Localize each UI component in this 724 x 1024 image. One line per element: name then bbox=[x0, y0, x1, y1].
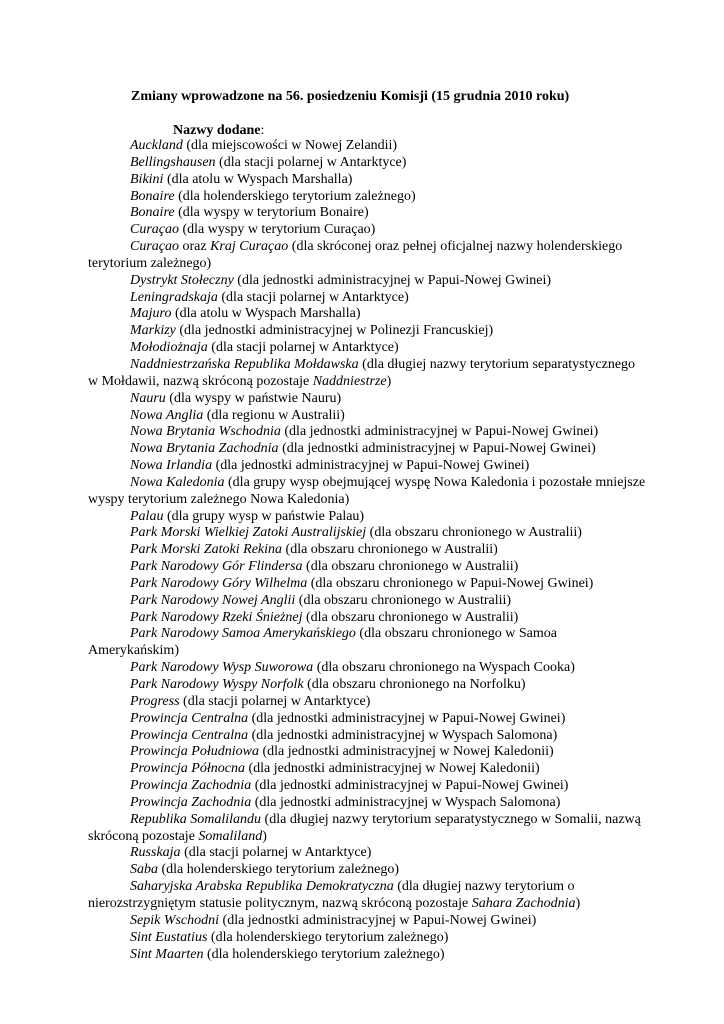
entry-description: (dla stacji polarnej w Antarktyce) bbox=[207, 340, 399, 356]
place-name: Curaçao bbox=[130, 222, 179, 238]
place-name: Park Morski Wielkiej Zatoki Australijskiej bbox=[130, 525, 367, 541]
section-label: Nazwy dodane bbox=[173, 123, 261, 138]
list-item bbox=[88, 323, 648, 340]
list-item bbox=[88, 677, 648, 694]
entry-description: (dla skróconej oraz pełnej oficjalnej nazwy holenderskiego terytorium zależnego) bbox=[88, 239, 623, 271]
entry-description: (dla jednostki administracyjnej w Nowej Kaledonii) bbox=[244, 761, 540, 777]
entry-description: (dla obszaru chronionego w Australii) bbox=[295, 592, 512, 608]
place-name: Prowincja Centralna bbox=[130, 727, 249, 743]
place-name: Bonaire bbox=[130, 188, 175, 204]
place-name: Bikini bbox=[130, 171, 164, 187]
entry-description: (dla wyspy w państwie Nauru) bbox=[165, 390, 342, 406]
entry-description: (dla obszaru chronionego w Australii) bbox=[366, 525, 582, 541]
list-item bbox=[88, 357, 648, 391]
place-name: Prowincja Centralna bbox=[130, 710, 249, 726]
entry-description: (dla jednostki administracyjnej w Polinezji Francuskiej) bbox=[175, 323, 494, 339]
list-item bbox=[88, 138, 648, 155]
entry-description: (dla stacji polarnej w Antarktyce) bbox=[180, 845, 372, 861]
entry-description: (dla długiej nazwy terytorium separatystycznego w Mołdawii, nazwą skróconą pozostaje bbox=[88, 356, 636, 389]
entry-description: (dla wyspy w terytorium Bonaire) bbox=[174, 205, 369, 221]
entry-description: (dla obszaru chronionego w Australii) bbox=[282, 542, 498, 558]
entry-description: (dla jednostki administracyjnej w Papui-Nowej Gwinei) bbox=[219, 912, 537, 928]
place-name: Prowincja Zachodnia bbox=[130, 778, 252, 794]
entry-description: ) bbox=[386, 373, 392, 389]
list-item bbox=[88, 660, 648, 677]
place-name: Park Narodowy Wyspy Norfolk bbox=[130, 677, 304, 692]
entry-description: (dla jednostki administracyjnej w Wyspach Salomona) bbox=[248, 727, 558, 743]
place-name: Mołodiożnaja bbox=[130, 340, 208, 356]
list-item bbox=[88, 778, 648, 795]
entry-description: (dla holenderskiego terytorium zależnego) bbox=[207, 929, 449, 945]
section-colon: : bbox=[260, 123, 265, 138]
entry-description: (dla jednostki administracyjnej w Papui-Nowej Gwinei) bbox=[278, 441, 596, 457]
list-item bbox=[88, 525, 648, 542]
place-name: Republika Somalilandu bbox=[130, 811, 262, 827]
entry-description: ) bbox=[262, 828, 267, 844]
place-name: Park Morski Zatoki Rekina bbox=[130, 542, 283, 558]
place-name: Prowincja Północna bbox=[130, 761, 245, 777]
section-heading bbox=[173, 122, 264, 139]
list-item bbox=[88, 475, 648, 509]
list-item bbox=[88, 711, 648, 728]
list-item bbox=[88, 408, 648, 425]
list-item bbox=[88, 290, 648, 307]
list-item bbox=[88, 222, 648, 239]
entry-description: (dla stacji polarnej w Antarktyce) bbox=[179, 693, 371, 709]
list-item bbox=[88, 728, 648, 745]
list-item bbox=[88, 424, 648, 441]
place-name: Sepik Wschodni bbox=[130, 912, 220, 928]
entry-description: (dla stacji polarnej w Antarktyce) bbox=[215, 154, 407, 170]
list-item bbox=[88, 913, 648, 930]
list-item bbox=[88, 812, 648, 846]
place-name: Park Narodowy Gór Flindersa bbox=[130, 559, 303, 575]
entry-description: (dla jednostki administracyjnej w Nowej Kaledonii) bbox=[258, 744, 554, 760]
entry-description: (dla jednostki administracyjnej w Papui-Nowej Gwinei) bbox=[251, 778, 569, 794]
entry-description: (dla obszaru chronionego na Norfolku) bbox=[303, 677, 526, 692]
entry-description: (dla regionu w Australii) bbox=[203, 407, 345, 423]
entry-description: (dla atolu w Wyspach Marshalla) bbox=[163, 171, 353, 187]
place-name: Saba bbox=[130, 862, 158, 878]
list-item bbox=[88, 205, 648, 222]
place-name: Nowa Brytania Wschodnia bbox=[130, 424, 281, 440]
entry-description: (dla obszaru chronionego w Australii) bbox=[302, 609, 519, 625]
place-name: Prowincja Zachodnia bbox=[130, 794, 252, 810]
place-name: Nowa Brytania Zachodnia bbox=[130, 441, 279, 457]
place-name: Nauru bbox=[130, 390, 166, 406]
entry-description: (dla stacji polarnej w Antarktyce) bbox=[217, 289, 409, 305]
list-item bbox=[88, 862, 648, 879]
place-name: Park Narodowy Góry Wilhelma bbox=[130, 575, 308, 591]
place-name: Nowa Kaledonia bbox=[130, 474, 225, 490]
list-item bbox=[88, 626, 648, 660]
list-item bbox=[88, 340, 648, 357]
entry-description: (dla holenderskiego terytorium zależnego) bbox=[174, 188, 416, 204]
entry-description: (dla jednostki administracyjnej w Papui-Nowej Gwinei) bbox=[212, 458, 530, 474]
entry-description: (dla grupy wysp obejmującej wyspę Nowa Kaledonia i pozostałe mniejsze wyspy terytorium zależnego Nowa Kaledonia) bbox=[88, 474, 646, 507]
entry-description: (dla obszaru chronionego w Australii) bbox=[302, 559, 519, 575]
entry-description: (dla holenderskiego terytorium zależnego) bbox=[158, 862, 400, 878]
entry-description: (dla obszaru chronionego w Papui-Nowej Gwinei) bbox=[307, 575, 594, 591]
place-name: Curaçao bbox=[130, 239, 179, 255]
list-item bbox=[88, 172, 648, 189]
list-item bbox=[88, 761, 648, 778]
place-name: Bonaire bbox=[130, 205, 175, 221]
list-item bbox=[88, 441, 648, 458]
entry-description: (dla jednostki administracyjnej w Papui-Nowej Gwinei) bbox=[280, 424, 599, 440]
document-title: Zmiany wprowadzone na 56. posiedzeniu Komisji (15 grudnia 2010 roku) bbox=[131, 89, 570, 104]
list-item bbox=[88, 306, 648, 323]
list-item bbox=[88, 509, 648, 526]
entry-description: (dla grupy wysp w państwie Palau) bbox=[163, 508, 365, 524]
place-name: Nowa Anglia bbox=[130, 407, 204, 423]
place-name: Naddniestrzańska Republika Mołdawska bbox=[130, 356, 359, 372]
entry-description: oraz bbox=[179, 239, 211, 255]
entry-description: (dla atolu w Wyspach Marshalla) bbox=[171, 306, 361, 322]
list-item bbox=[88, 576, 648, 593]
list-item bbox=[88, 273, 648, 290]
list-item bbox=[88, 542, 648, 559]
place-name: Markizy bbox=[130, 323, 176, 339]
entry-description: (dla długiej nazwy terytorium separatystycznego w Somalii, nazwą skróconą pozostaje bbox=[88, 811, 641, 844]
place-name: Progress bbox=[130, 693, 180, 709]
list-item bbox=[88, 391, 648, 408]
list-item bbox=[88, 155, 648, 172]
list-item bbox=[88, 559, 648, 576]
place-name: Nowa Irlandia bbox=[130, 458, 213, 474]
list-item bbox=[88, 610, 648, 627]
place-name: Leningradskaja bbox=[130, 289, 218, 305]
place-name: Park Narodowy Rzeki Śnieżnej bbox=[130, 609, 303, 625]
place-name: Park Narodowy Samoa Amerykańskiego bbox=[130, 626, 356, 642]
entry-description: (dla długiej nazwy terytorium o nierozstrzygniętym statusie politycznym, nazwą skróconą pozostaje bbox=[88, 879, 575, 911]
place-name: Sahara Zachodnia bbox=[471, 895, 576, 911]
list-item bbox=[88, 694, 648, 711]
place-name: Sint Eustatius bbox=[130, 929, 208, 945]
place-name: Auckland bbox=[130, 138, 183, 153]
place-name: Somaliland bbox=[198, 828, 263, 844]
list-item bbox=[88, 879, 648, 913]
list-item bbox=[88, 593, 648, 610]
place-name: Park Narodowy Wysp Suworowa bbox=[130, 660, 314, 676]
place-name: Majuro bbox=[130, 306, 172, 322]
place-name: Kraj Curaçao bbox=[210, 239, 289, 255]
list-item bbox=[88, 947, 648, 964]
place-name: Bellingshausen bbox=[130, 154, 216, 170]
entry-description: (dla obszaru chronionego na Wyspach Cooka) bbox=[313, 660, 575, 676]
list-item bbox=[88, 458, 648, 475]
entry-description: (dla miejscowości w Nowej Zelandii) bbox=[182, 138, 398, 153]
list-item bbox=[88, 795, 648, 812]
names-list bbox=[88, 138, 648, 963]
entry-description: (dla wyspy w terytorium Curaçao) bbox=[179, 222, 376, 238]
place-name: Prowincja Południowa bbox=[130, 744, 259, 760]
list-item bbox=[88, 845, 648, 862]
place-name: Dystrykt Stołeczny bbox=[130, 272, 234, 288]
place-name: Palau bbox=[130, 508, 164, 524]
list-item bbox=[88, 189, 648, 206]
entry-description: (dla jednostki administracyjnej w Papui-Nowej Gwinei) bbox=[233, 272, 552, 288]
entry-description: (dla jednostki administracyjnej w Papui-Nowej Gwinei) bbox=[248, 710, 566, 726]
entry-description: (dla obszaru chronionego w Samoa Amerykańskim) bbox=[88, 626, 557, 659]
place-name: Saharyjska Arabska Republika Demokratyczna bbox=[130, 879, 394, 895]
place-name: Sint Maarten bbox=[130, 946, 204, 962]
entry-description: ) bbox=[575, 895, 581, 911]
place-name: Park Narodowy Nowej Anglii bbox=[130, 592, 296, 608]
list-item bbox=[88, 239, 648, 273]
list-item bbox=[88, 744, 648, 761]
list-item bbox=[88, 930, 648, 947]
entry-description: (dla holenderskiego terytorium zależnego) bbox=[203, 946, 445, 962]
entry-description: (dla jednostki administracyjnej w Wyspach Salomona) bbox=[251, 794, 561, 810]
place-name: Naddniestrze bbox=[312, 373, 387, 389]
place-name: Russkaja bbox=[130, 845, 181, 861]
